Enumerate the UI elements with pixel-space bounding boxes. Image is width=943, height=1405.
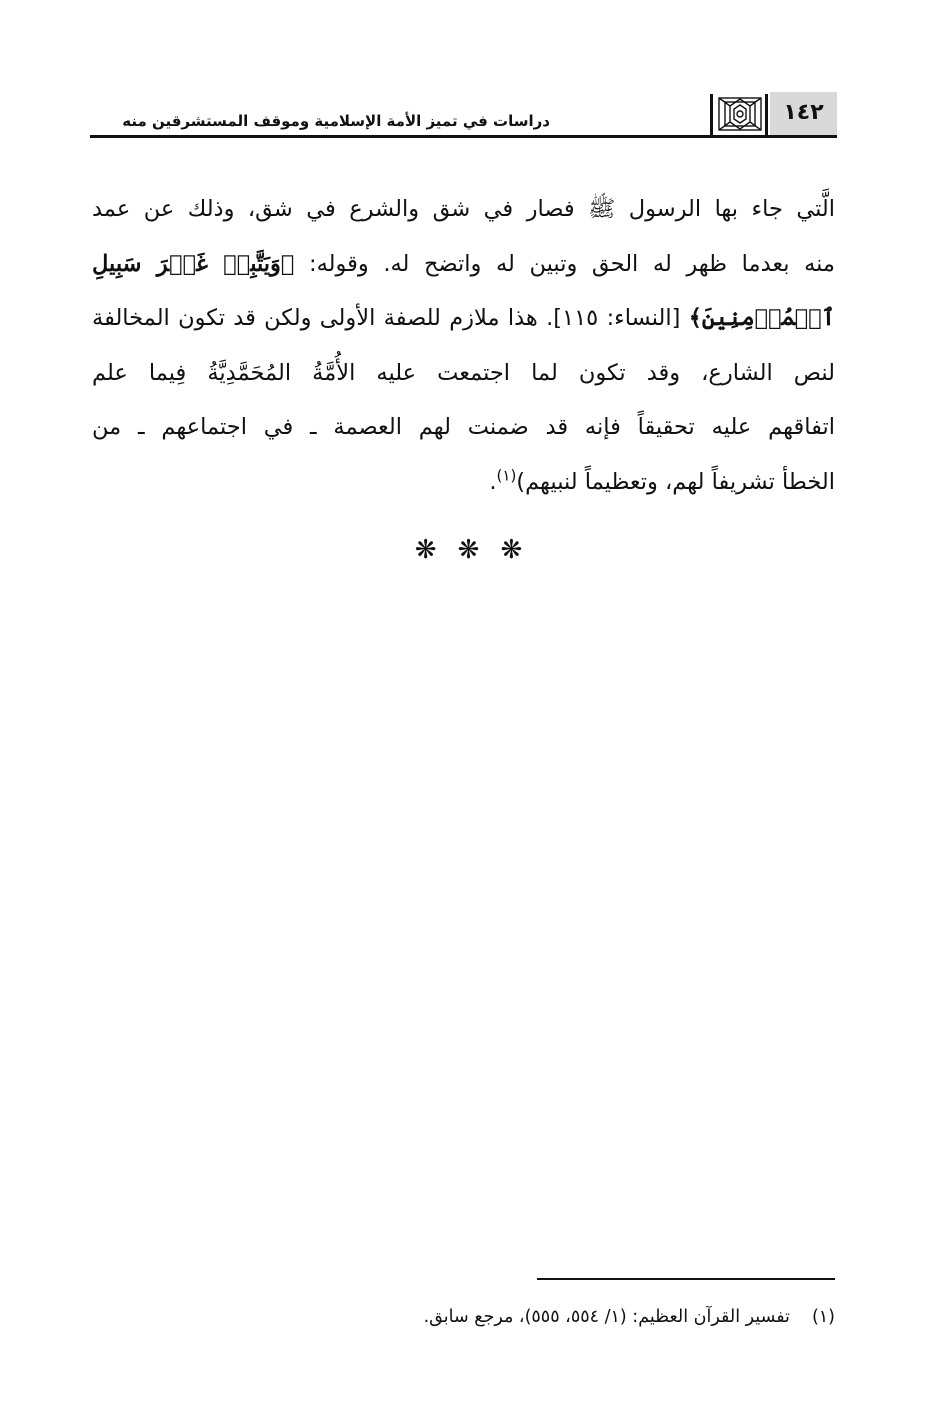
page-number-box (770, 92, 837, 136)
text-line-content: منه بعدما ظهر له الحق وتبين له واتضح له. وقوله: (309, 250, 835, 277)
section-separator: ❋ ❋ ❋ (414, 535, 529, 565)
text-line (92, 291, 835, 346)
text-line-content: اتفاقهم عليه تحقيقاً فإنه قد ضمنت لهم العصمة ـ في اجتماعهم ـ من (92, 414, 835, 440)
text-line-content: الخطأ تشريفاً لهم، وتعظيماً لنبيهم) (516, 468, 835, 495)
text-line (92, 182, 835, 237)
quran-verse: ٱلۡمُؤۡمِنِينَ﴾ (688, 305, 835, 331)
footnote-marker: (١) (496, 466, 517, 484)
header-rule (90, 135, 837, 138)
main-paragraph (92, 182, 835, 509)
footnote-number: (١) (811, 1307, 835, 1327)
footnote-rule (537, 1278, 835, 1280)
text-line (92, 237, 835, 292)
text-line (92, 346, 835, 401)
running-header (90, 88, 837, 138)
end-period: . (489, 468, 497, 495)
running-title: دراسات في تميز الأمة الإسلامية وموقف المستشرقين منه (122, 112, 550, 130)
text-line (92, 455, 835, 510)
footnote (300, 1303, 835, 1331)
text-line-content: [النساء: ١١٥]. هذا ملازم للصفة الأولى ولكن قد تكون المخالفة (92, 305, 681, 331)
footnote-text: تفسير القرآن العظيم: (١/ ٥٥٤، ٥٥٥)، مرجع سابق. (423, 1307, 790, 1327)
text-line-content: لنص الشارع، وقد تكون لما اجتمعت عليه الأُمَّةُ المُحَمَّدِيَّةُ فِيما علم (92, 359, 835, 386)
ornament-icon (710, 94, 768, 136)
quran-verse: ﴿وَيَتَّبِعۡ غَيۡرَ سَبِيلِ (92, 250, 295, 277)
text-line (92, 400, 835, 455)
text-line-content: الَّتي جاء بها الرسول ﷺ فصار في شق والشرع في شق، وذلك عن عمد (92, 196, 835, 222)
page-number: ١٤٢ (783, 100, 824, 125)
